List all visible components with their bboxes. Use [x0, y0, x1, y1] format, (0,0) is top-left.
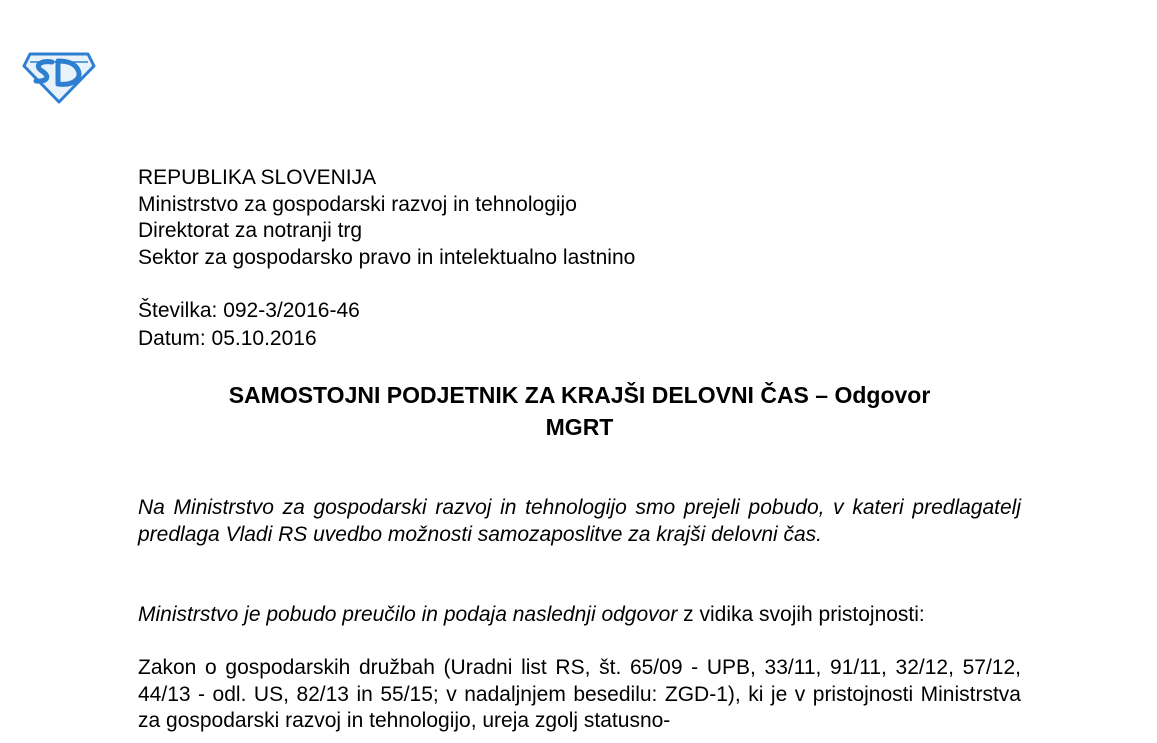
intro-paragraph: Na Ministrstvo za gospodarski razvoj in tehnologijo smo prejeli pobudo, v kateri predlagatelj predlaga Vladi RS uvedbo možnosti samozaposlitve za krajši delovni čas. — [138, 496, 1021, 546]
response-intro-rest: z vidika svojih pristojnosti: — [677, 603, 925, 626]
title-line-2: MGRT — [545, 414, 614, 440]
sd-diamond-logo-icon — [22, 48, 96, 104]
document-title — [138, 379, 1021, 443]
header-ministry: Ministrstvo za gospodarski razvoj in tehnologijo — [138, 192, 577, 216]
response-intro-paragraph — [138, 602, 1021, 629]
header-country: REPUBLIKA SLOVENIJA — [138, 166, 377, 189]
header-sector: Sektor za gospodarsko pravo in intelektualno lastnino — [138, 245, 636, 269]
law-paragraph: Zakon o gospodarskih družbah (Uradni list RS, št. 65/09 - UPB, 33/11, 91/11, 32/12, 57/12, 44/13 - odl. US, 82/13 in 55/15; v nadaljnjem besedilu: ZGD-1), ki je v pristojnosti Ministrstva za gospodarski razvoj in tehnologijo, ureja zgolj statusno- — [138, 656, 1021, 732]
title-line-1: SAMOSTOJNI PODJETNIK ZA KRAJŠI DELOVNI ČAS – Odgovor — [228, 382, 931, 408]
document-meta — [138, 297, 360, 353]
document-number: Številka: 092-3/2016-46 — [138, 299, 360, 322]
response-intro-italic: Ministrstvo je pobudo preučilo in podaja naslednji odgovor — [138, 603, 678, 626]
ministry-header — [138, 165, 635, 271]
header-directorate: Direktorat za notranji trg — [138, 219, 363, 242]
document-date: Datum: 05.10.2016 — [138, 327, 317, 350]
